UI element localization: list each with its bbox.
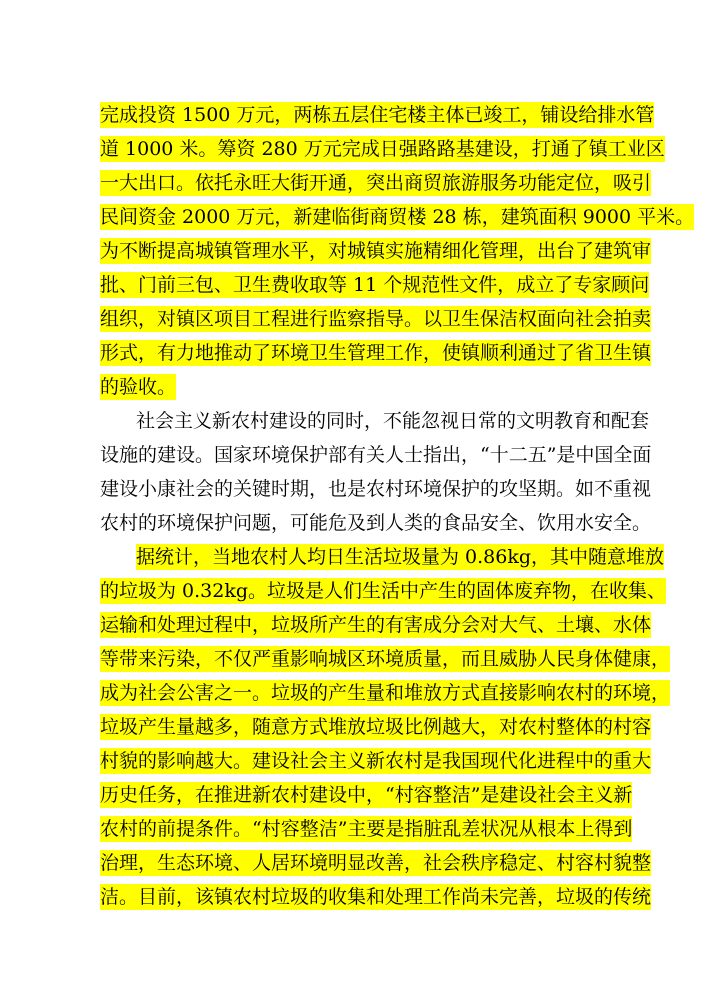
text-line <box>100 506 651 540</box>
text-line <box>100 98 654 132</box>
highlighted-text: 一大出口。依托永旺大街开通，突出商贸旅游服务功能定位，吸引 <box>100 172 652 194</box>
text-line <box>100 574 666 608</box>
highlighted-text: 成为社会公害之一。垃圾的产生量和堆放方式直接影响农村的环境， <box>100 682 671 704</box>
text-line <box>100 608 651 642</box>
text-line <box>100 268 649 302</box>
highlighted-text: 洁。目前，该镇农村垃圾的收集和处理工作尚未完善，垃圾的传统 <box>100 886 652 908</box>
highlighted-text: 形式，有力地推动了环境卫生管理工作，使镇顺利通过了省卫生镇 <box>100 342 652 364</box>
text-line <box>100 710 651 744</box>
highlighted-text: 村貌的影响越大。建设社会主义新农村是我国现代化进程中的重大 <box>100 750 652 772</box>
plain-text: 社会主义新农村建设的同时，不能忽视日常的文明教育和配套 <box>136 410 650 432</box>
highlighted-text: 批、门前三包、卫生费收取等 11 个规范性文件，成立了专家顾问 <box>100 274 650 296</box>
highlighted-text: 道 1000 米。筹资 280 万元完成日强路路基建设，打通了镇工业区 <box>100 138 665 160</box>
text-line <box>100 234 651 268</box>
highlighted-text: 为不断提高城镇管理水平，对城镇实施精细化管理，出台了建筑审 <box>100 240 652 262</box>
text-line <box>100 846 651 880</box>
highlighted-text: 历史任务，在推进新农村建设中，“村容整洁”是建设社会主义新 <box>100 784 633 806</box>
text-line <box>100 642 670 676</box>
text-line <box>100 472 651 506</box>
text-line <box>136 404 649 438</box>
text-line <box>136 540 664 574</box>
plain-text: 设施的建设。国家环境保护部有关人士指出，“十二五”是中国全面 <box>100 444 652 466</box>
text-line <box>100 336 651 370</box>
highlighted-text: 民间资金 2000 万元，新建临街商贸楼 28 栋，建筑面积 9000 平米。 <box>100 206 695 228</box>
plain-text: 农村的环境保护问题，可能危及到人类的食品安全、饮用水安全。 <box>100 512 652 534</box>
highlighted-text: 运输和处理过程中，垃圾所产生的有害成分会对大气、土壤、水体 <box>100 614 652 636</box>
text-line <box>100 166 651 200</box>
highlighted-text: 组织，对镇区项目工程进行监察指导。以卫生保洁权面向社会拍卖 <box>100 308 652 330</box>
highlighted-text: 垃圾产生量越多，随意方式堆放垃圾比例越大，对农村整体的村容 <box>100 716 652 738</box>
text-line <box>100 778 632 812</box>
text-line <box>100 302 651 336</box>
text-line <box>100 438 651 472</box>
highlighted-text: 完成投资 1500 万元，两栋五层住宅楼主体已竣工，铺设给排水管 <box>100 104 655 126</box>
highlighted-text: 等带来污染，不仅严重影响城区环境质量，而且威胁人民身体健康， <box>100 648 671 670</box>
highlighted-text: 农村的前提条件。“村容整洁”主要是指脏乱差状况从根本上得到 <box>100 818 633 840</box>
plain-text: 建设小康社会的关键时期，也是农村环境保护的攻坚期。如不重视 <box>100 478 652 500</box>
highlighted-text: 治理，生态环境、人居环境明显改善，社会秩序稳定、村容村貌整 <box>100 852 652 874</box>
text-line <box>100 880 651 914</box>
text-line <box>100 200 694 234</box>
text-line <box>100 812 632 846</box>
text-line <box>100 370 176 404</box>
text-line <box>100 676 670 710</box>
highlighted-text: 的垃圾为 0.32kg。垃圾是人们生活中产生的固体废弃物，在收集、 <box>100 580 667 602</box>
highlighted-text: 的验收。 <box>100 376 177 398</box>
text-line <box>100 132 665 166</box>
highlighted-text: 据统计，当地农村人均日生活垃圾量为 0.86kg，其中随意堆放 <box>136 546 665 568</box>
text-line <box>100 744 651 778</box>
